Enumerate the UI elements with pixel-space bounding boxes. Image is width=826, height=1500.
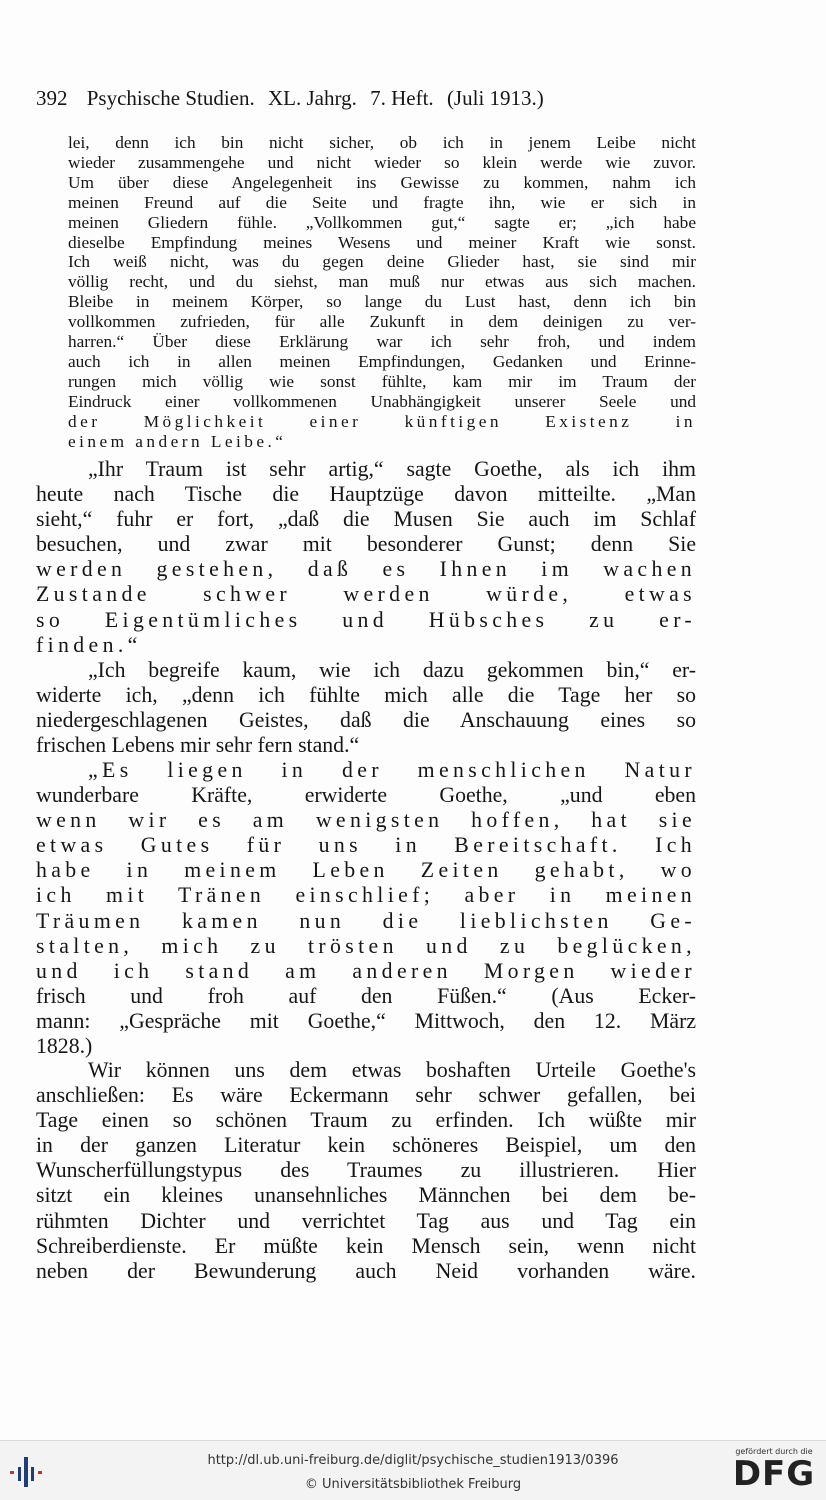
- text-line: Eindruck einer vollkommenen Unabhängigkeit unserer Seele und: [68, 391, 696, 411]
- text-line: ich mit Tränen einschlief; aber in meinen: [36, 883, 696, 908]
- text-line: Bleibe in meinem Körper, so lange du Lust hast, denn ich bin: [68, 292, 696, 312]
- paragraph-author-commentary: [36, 1058, 696, 1284]
- text-line: sitzt ein kleines unansehnliches Männchen bei dem be-: [36, 1183, 696, 1208]
- text-line: besuchen, und zwar mit besonderer Gunst; denn Sie: [36, 532, 696, 557]
- text-line: Zustande schwer werden würde, etwas: [36, 582, 696, 607]
- text-line: Wir können uns dem etwas boshaften Urteile Goethe's: [88, 1058, 696, 1082]
- text-line: etwas Gutes für uns in Bereitschaft. Ich: [36, 833, 696, 858]
- paragraph-eckermann-reply: [36, 658, 696, 758]
- text-line: der Möglichkeit einer künftigen Existenz in: [68, 411, 696, 431]
- dfg-wordmark: DFG: [732, 1454, 816, 1494]
- text-line: „Es liegen in der menschlichen Natur: [88, 758, 696, 782]
- page-number: 392: [36, 86, 68, 110]
- permalink-url[interactable]: http://dl.ub.uni-freiburg.de/diglit/psychische_studien1913/0396: [207, 1453, 619, 1468]
- text-line: stalten, mich zu trösten und zu beglücken,: [36, 933, 696, 958]
- copyright-notice: © Universitätsbibliothek Freiburg: [304, 1477, 522, 1492]
- text-line: meinen Freund auf die Seite und fragte ihn, wie er sich in: [68, 192, 696, 212]
- text-line: auch ich in allen meinen Empfindungen, Gedanken und Erinne-: [68, 351, 696, 371]
- text-line: anschließen: Es wäre Eckermann sehr schwer gefallen, bei: [36, 1083, 696, 1108]
- text-line: harren.“ Über diese Erklärung war ich sehr froh, und indem: [68, 332, 696, 352]
- issue-label: 7. Heft.: [370, 86, 434, 110]
- viewer-footer: [0, 1440, 826, 1500]
- volume-label: XL. Jahrg.: [268, 86, 357, 110]
- text-line: Schreiberdienste. Er müßte kein Mensch sein, wenn nicht: [36, 1233, 696, 1258]
- text-line: 1828.): [36, 1034, 93, 1059]
- text-line: wunderbare Kräfte, erwiderte Goethe, „und eben: [36, 783, 696, 808]
- quoted-dream-passage: [68, 133, 696, 452]
- text-line: so Eigentümliches und Hübsches zu er-: [36, 607, 696, 632]
- text-line: rühmten Dichter und verrichtet Tag aus und Tag ein: [36, 1208, 696, 1233]
- text-line: Träumen kamen nun die lieblichsten Ge-: [36, 908, 696, 933]
- text-line: Ich weiß nicht, was du gegen deine Glieder hast, sie sind mir: [68, 252, 696, 272]
- text-line: wenn wir es am wenigsten hoffen, hat sie: [36, 808, 696, 833]
- text-line: heute nach Tische die Hauptzüge davon mitteilte. „Man: [36, 482, 696, 507]
- text-line: werden gestehen, daß es Ihnen im wachen: [36, 557, 696, 582]
- text-line: frischen Lebens mir sehr fern stand.“: [36, 733, 360, 758]
- text-line: frisch und froh auf den Füßen.“ (Aus Ecker-: [36, 983, 696, 1008]
- text-line: völlig recht, und du siehst, man muß nur etwas aus sich machen.: [68, 272, 696, 292]
- text-line: sieht,“ fuhr er fort, „daß die Musen Sie auch im Schlaf: [36, 507, 696, 532]
- text-line: Tage einen so schönen Traum zu erfinden. Ich wüßte mir: [36, 1108, 696, 1133]
- text-line: Wunscherfüllungstypus des Traumes zu illustrieren. Hier: [36, 1158, 696, 1183]
- text-line: Um über diese Angelegenheit ins Gewisse zu kommen, nahm ich: [68, 172, 696, 192]
- paragraph-goethe-dreams: [36, 758, 696, 1059]
- paragraph-goethe-reply: [36, 457, 696, 658]
- sponsor-caption: gefördert durch die: [735, 1447, 813, 1456]
- journal-title: Psychische Studien.: [86, 86, 255, 110]
- text-line: wieder zusammengehe und nicht wieder so klein werde wie zuvor.: [68, 152, 696, 172]
- text-line: „Ich begreife kaum, wie ich dazu gekommen bin,“ er-: [88, 658, 696, 682]
- text-line: rungen mich völlig wie sonst fühlte, kam mir im Traum der: [68, 371, 696, 391]
- dfg-sponsor-logo: [730, 1447, 818, 1492]
- text-line: mann: „Gespräche mit Goethe,“ Mittwoch, den 12. März: [36, 1008, 696, 1033]
- text-line: vollkommen zufrieden, für alle Zukunft in dem deinigen zu ver-: [68, 312, 696, 332]
- text-line: dieselbe Empfindung meines Wesens und meiner Kraft wie sonst.: [68, 232, 696, 252]
- text-line: widerte ich, „denn ich fühlte mich alle die Tage her so: [36, 683, 696, 708]
- text-line: neben der Bewunderung auch Neid vorhanden wäre.: [36, 1258, 696, 1283]
- text-line: lei, denn ich bin nicht sicher, ob ich in jenem Leibe nicht: [68, 133, 696, 152]
- text-line: „Ihr Traum ist sehr artig,“ sagte Goethe, als ich ihm: [88, 457, 696, 481]
- text-line: niedergeschlagenen Geistes, daß die Anschauung eines so: [36, 708, 696, 733]
- text-line: finden.“: [36, 632, 142, 657]
- text-line: meinen Gliedern fühle. „Vollkommen gut,“ sagte er; „ich habe: [68, 212, 696, 232]
- text-line: und ich stand am anderen Morgen wieder: [36, 958, 696, 983]
- text-line: einem andern Leibe.“: [68, 431, 287, 451]
- running-header: [36, 86, 796, 111]
- issue-date: (Juli 1913.): [446, 86, 544, 110]
- text-line: in der ganzen Literatur kein schöneres Beispiel, um den: [36, 1133, 696, 1158]
- text-line: habe in meinem Leben Zeiten gehabt, wo: [36, 858, 696, 883]
